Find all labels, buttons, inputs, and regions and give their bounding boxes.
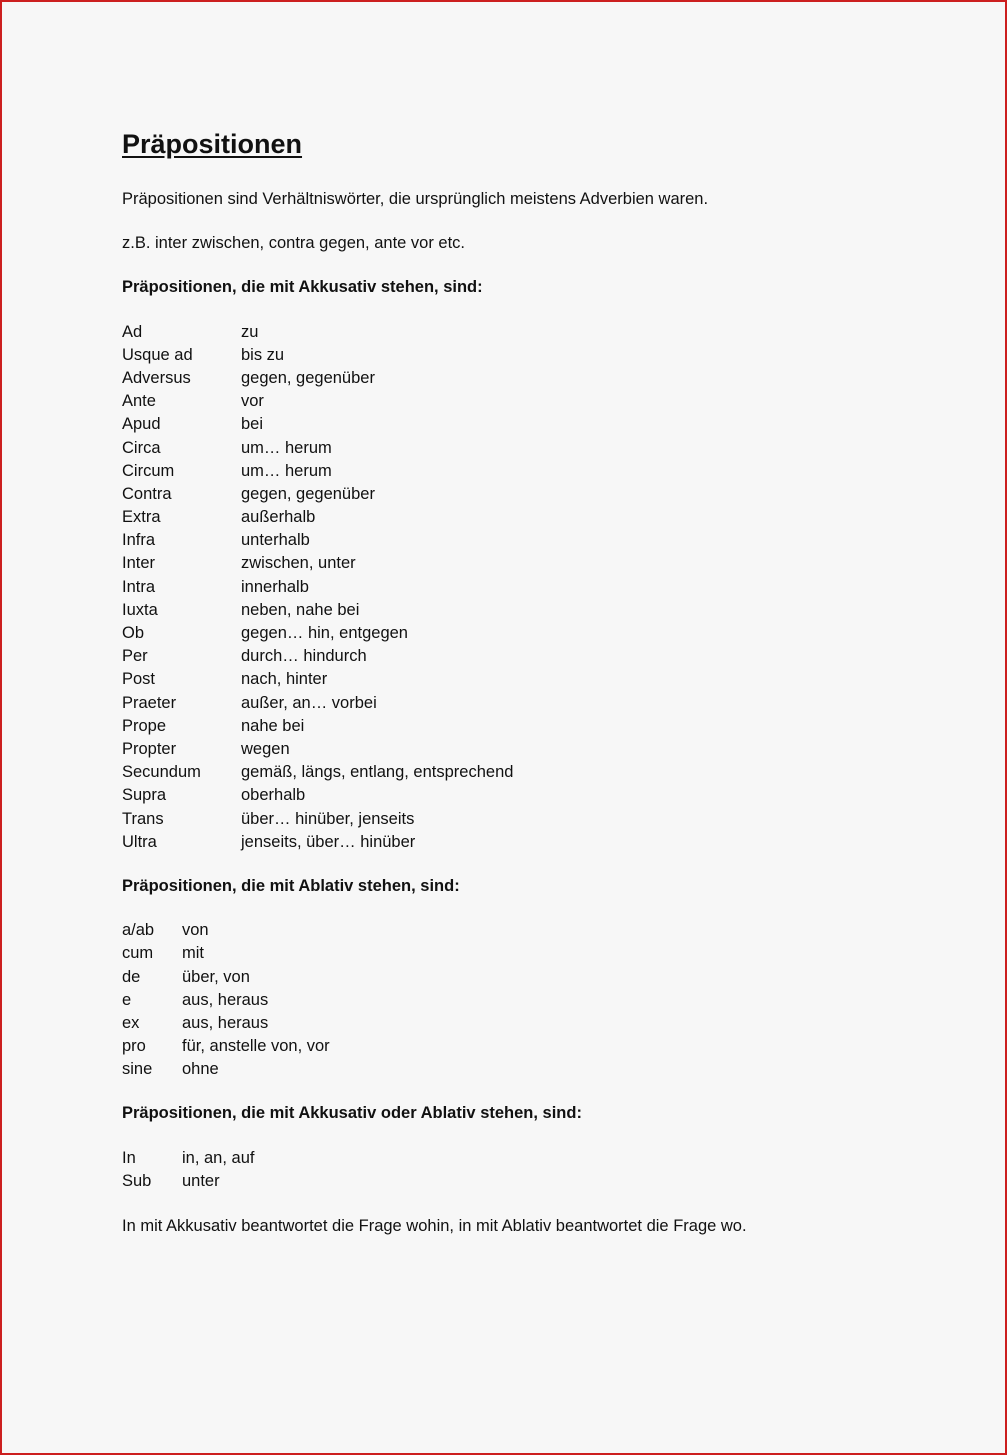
german-translation: neben, nahe bei [241,600,360,619]
accusative-list [122,321,942,854]
latin-word: Per [122,647,148,666]
vocab-row [122,344,942,367]
vocab-row [122,784,942,807]
vocab-row [122,460,942,483]
german-translation: nahe bei [241,716,305,735]
german-translation: um… herum [241,461,332,480]
vocab-row [122,989,942,1012]
latin-word: Ad [122,322,143,341]
vocab-row [122,942,942,965]
german-translation: außerhalb [241,508,316,527]
vocab-row [122,919,942,942]
german-translation: unter [182,1171,220,1190]
document-content [122,126,942,1238]
german-translation: innerhalb [241,577,309,596]
german-translation: bis zu [241,345,285,364]
vocab-row [122,506,942,529]
latin-word: Trans [122,809,164,828]
latin-word: Iuxta [122,600,158,619]
latin-word: Ob [122,624,145,643]
german-translation: in, an, auf [182,1148,255,1167]
latin-word: e [122,990,132,1009]
german-translation: gemäß, längs, entlang, entsprechend [241,763,514,782]
latin-word: Ultra [122,832,157,851]
vocab-row [122,1058,942,1081]
vocab-row [122,645,942,668]
german-translation: mit [182,944,204,963]
latin-word: Sub [122,1171,152,1190]
german-translation: vor [241,392,264,411]
german-translation: durch… hindurch [241,647,367,666]
vocab-row [122,529,942,552]
latin-word: de [122,967,141,986]
german-translation: aus, heraus [182,990,269,1009]
german-translation: außer, an… vorbei [241,693,377,712]
vocab-row [122,966,942,989]
german-translation: bei [241,415,264,434]
latin-word: Infra [122,531,156,550]
german-translation: jenseits, über… hinüber [241,832,416,851]
german-translation: zwischen, unter [241,554,356,573]
vocab-row [122,668,942,691]
german-translation: gegen, gegenüber [241,484,375,503]
vocab-row [122,367,942,390]
latin-word: Post [122,670,156,689]
latin-word: a/ab [122,921,155,940]
latin-word: Apud [122,415,161,434]
latin-word: Supra [122,786,167,805]
german-translation: für, anstelle von, vor [182,1037,330,1056]
german-translation: wegen [241,739,290,758]
german-translation: gegen, gegenüber [241,368,375,387]
vocab-row [122,483,942,506]
latin-word: Circum [122,461,175,480]
latin-word: Inter [122,554,156,573]
vocab-row [122,390,942,413]
vocab-row [122,1170,942,1193]
page-title: Präpositionen [122,129,303,159]
german-translation: unterhalb [241,531,310,550]
latin-word: Prope [122,716,167,735]
german-translation: über… hinüber, jenseits [241,809,415,828]
vocab-row [122,761,942,784]
latin-word: In [122,1148,136,1167]
vocab-row [122,437,942,460]
german-translation: aus, heraus [182,1013,269,1032]
vocab-row [122,1147,942,1170]
latin-word: Contra [122,484,172,503]
vocab-row [122,622,942,645]
latin-word: cum [122,944,154,963]
vocab-row [122,715,942,738]
example-paragraph: z.B. inter zwischen, contra gegen, ante vor etc. [122,234,466,253]
latin-word: Praeter [122,693,177,712]
vocab-row [122,808,942,831]
intro-paragraph: Präpositionen sind Verhältniswörter, die ursprünglich meistens Adverbien waren. [122,190,709,208]
vocab-row [122,552,942,575]
ablative-heading: Präpositionen, die mit Ablativ stehen, sind: [122,876,460,895]
ablative-list [122,919,942,1081]
vocab-row [122,413,942,436]
vocab-row [122,1012,942,1035]
latin-word: pro [122,1037,146,1056]
latin-word: Intra [122,577,156,596]
latin-word: Adversus [122,368,191,387]
vocab-row [122,599,942,622]
vocab-row [122,321,942,344]
latin-word: Secundum [122,763,201,782]
german-translation: von [182,921,209,940]
vocab-row [122,576,942,599]
both-cases-list [122,1147,942,1193]
latin-word: ex [122,1013,140,1032]
german-translation: um… herum [241,438,332,457]
vocab-row [122,692,942,715]
vocab-row [122,738,942,761]
german-translation: nach, hinter [241,670,328,689]
german-translation: gegen… hin, entgegen [241,624,408,643]
latin-word: Ante [122,392,156,411]
latin-word: Circa [122,438,161,457]
german-translation: oberhalb [241,786,306,805]
latin-word: Propter [122,739,177,758]
latin-word: sine [122,1060,153,1079]
accusative-heading: Präpositionen, die mit Akkusativ stehen, sind: [122,278,483,297]
german-translation: zu [241,322,259,341]
vocab-row [122,1035,942,1058]
both-cases-heading: Präpositionen, die mit Akkusativ oder Ablativ stehen, sind: [122,1104,582,1123]
german-translation: über, von [182,967,250,986]
german-translation: ohne [182,1060,219,1079]
latin-word: Extra [122,508,161,527]
usage-note: In mit Akkusativ beantwortet die Frage wohin, in mit Ablativ beantwortet die Frage wo. [122,1217,747,1236]
latin-word: Usque ad [122,345,193,364]
vocab-row [122,831,942,854]
